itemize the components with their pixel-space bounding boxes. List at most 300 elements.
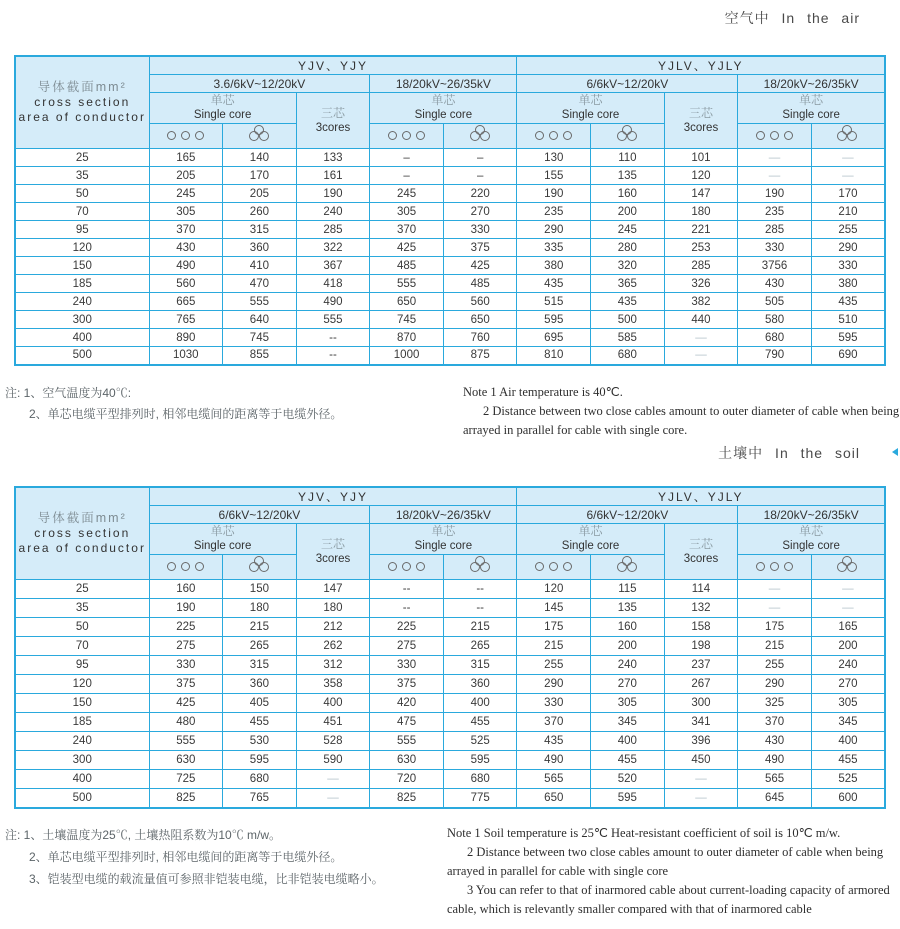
value-cell: — (296, 770, 370, 789)
value-cell: — (296, 789, 370, 808)
value-cell: 455 (591, 751, 665, 770)
value-cell: 245 (370, 185, 444, 203)
value-cell: 490 (149, 257, 223, 275)
size-cell: 185 (15, 275, 149, 293)
value-cell: 430 (149, 239, 223, 257)
value-cell: 400 (443, 694, 517, 713)
value-cell: 580 (738, 311, 812, 329)
value-cell: 775 (443, 789, 517, 808)
single-core-flat-icon (535, 562, 572, 571)
soil-table (14, 486, 886, 809)
value-cell: 305 (149, 203, 223, 221)
value-cell: 215 (443, 618, 517, 637)
value-cell: 114 (664, 580, 738, 599)
value-cell: 425 (370, 239, 444, 257)
value-cell: – (370, 149, 444, 167)
size-cell: 400 (15, 770, 149, 789)
value-cell: 745 (370, 311, 444, 329)
value-cell: 400 (811, 732, 885, 751)
value-cell: 190 (296, 185, 370, 203)
single-core-flat-icon (756, 131, 793, 140)
soil-table-body (15, 580, 885, 808)
value-cell: 565 (517, 770, 591, 789)
air-table-header (15, 56, 885, 149)
arrangement-cell (517, 124, 591, 149)
value-cell: 290 (517, 221, 591, 239)
value-cell: 190 (517, 185, 591, 203)
arrangement-cell (591, 555, 665, 580)
table-row (15, 618, 885, 637)
value-cell: 240 (811, 656, 885, 675)
value-cell: 221 (664, 221, 738, 239)
value-cell: 425 (443, 257, 517, 275)
value-cell: 110 (591, 149, 665, 167)
three-core-zh: 三芯 (320, 105, 345, 120)
group-header-yjv: YJV、YJY (149, 487, 517, 506)
note-line: 2 Distance between two close cables amount to outer diameter of cable when being arrayed in parallel for cable with single core (447, 845, 884, 878)
value-cell: 400 (296, 694, 370, 713)
value-cell: 640 (223, 311, 297, 329)
value-cell: 455 (811, 751, 885, 770)
value-cell: 3756 (738, 257, 812, 275)
value-cell: 120 (664, 167, 738, 185)
value-cell: 330 (370, 656, 444, 675)
value-cell: – (370, 167, 444, 185)
value-cell: 290 (738, 675, 812, 694)
value-cell: 335 (517, 239, 591, 257)
single-core-header: 单芯 Single core (738, 524, 885, 555)
voltage-header: 3.6/6kV~12/20kV (149, 75, 370, 93)
value-cell: 215 (223, 618, 297, 637)
table-row (15, 732, 885, 751)
table-row (15, 675, 885, 694)
value-cell: 680 (738, 329, 812, 347)
value-cell: 435 (517, 732, 591, 751)
value-cell: 360 (223, 239, 297, 257)
value-cell: 158 (664, 618, 738, 637)
value-cell: -- (370, 599, 444, 618)
value-cell: 370 (738, 713, 812, 732)
arrangement-cell (370, 555, 444, 580)
value-cell: 1030 (149, 347, 223, 365)
value-cell: 435 (811, 293, 885, 311)
single-core-trefoil-icon (470, 556, 491, 573)
value-cell: 285 (664, 257, 738, 275)
value-cell: 305 (591, 694, 665, 713)
value-cell: 375 (149, 675, 223, 694)
value-cell: 890 (149, 329, 223, 347)
arrangement-cell (149, 124, 223, 149)
value-cell: 555 (296, 311, 370, 329)
size-cell: 300 (15, 311, 149, 329)
table-row (15, 167, 885, 185)
single-core-trefoil-icon (249, 125, 270, 142)
value-cell: — (738, 149, 812, 167)
value-cell: 255 (517, 656, 591, 675)
single-core-flat-icon (388, 131, 425, 140)
arrangement-cell (223, 124, 297, 149)
value-cell: — (811, 149, 885, 167)
value-cell: 405 (223, 694, 297, 713)
value-cell: 745 (223, 329, 297, 347)
value-cell: 312 (296, 656, 370, 675)
single-core-zh: 单芯 (210, 93, 235, 107)
value-cell: – (443, 167, 517, 185)
value-cell: 370 (149, 221, 223, 239)
value-cell: 725 (149, 770, 223, 789)
value-cell: 135 (591, 167, 665, 185)
size-cell: 95 (15, 656, 149, 675)
value-cell: 210 (811, 203, 885, 221)
value-cell: 150 (223, 580, 297, 599)
arrangement-cell (811, 124, 885, 149)
table-row (15, 656, 885, 675)
air-notes-en (463, 383, 900, 440)
soil-notes (5, 824, 900, 919)
value-cell: 240 (591, 656, 665, 675)
arrangement-cell (149, 555, 223, 580)
value-cell: 198 (664, 637, 738, 656)
value-cell: 290 (517, 675, 591, 694)
single-core-header: 单芯 Single core (517, 93, 664, 124)
three-core-header: 三芯 3cores (296, 524, 370, 580)
value-cell: -- (370, 580, 444, 599)
voltage-header: 18/20kV~26/35kV (738, 506, 885, 524)
soil-notes-zh (5, 824, 447, 919)
value-cell: 215 (738, 637, 812, 656)
value-cell: 180 (223, 599, 297, 618)
value-cell: 825 (370, 789, 444, 808)
value-cell: 315 (443, 656, 517, 675)
value-cell: 305 (370, 203, 444, 221)
voltage-header: 6/6kV~12/20kV (517, 506, 738, 524)
value-cell: 265 (223, 637, 297, 656)
value-cell: 480 (149, 713, 223, 732)
single-core-header: 单芯 Single core (517, 524, 664, 555)
value-cell: 400 (591, 732, 665, 751)
value-cell: 370 (517, 713, 591, 732)
corner-header-cell (15, 56, 149, 149)
value-cell: 630 (370, 751, 444, 770)
size-cell: 70 (15, 203, 149, 221)
group-header-yjlv: YJLV、YJLY (517, 56, 885, 75)
value-cell: 115 (591, 580, 665, 599)
single-core-header (149, 93, 296, 124)
value-cell: 326 (664, 275, 738, 293)
value-cell: 430 (738, 732, 812, 751)
value-cell: 215 (517, 637, 591, 656)
single-core-trefoil-icon (837, 556, 858, 573)
value-cell: 425 (149, 694, 223, 713)
value-cell: — (664, 770, 738, 789)
corner-header-cell: 导体截面mm² cross section area of conductor (15, 487, 149, 580)
value-cell: 525 (443, 732, 517, 751)
value-cell: 595 (443, 751, 517, 770)
value-cell: 200 (811, 637, 885, 656)
air-table (14, 55, 886, 366)
value-cell: — (738, 599, 812, 618)
air-notes-zh (5, 383, 463, 440)
value-cell: 475 (370, 713, 444, 732)
corner-en-label-2: area of conductor (18, 110, 146, 124)
value-cell: 365 (591, 275, 665, 293)
arrangement-cell (443, 555, 517, 580)
value-cell: 285 (296, 221, 370, 239)
value-cell: 555 (370, 275, 444, 293)
size-cell: 35 (15, 167, 149, 185)
cyan-artifact-mark (892, 448, 898, 456)
value-cell: — (664, 789, 738, 808)
three-core-header: 三芯 3cores (664, 524, 738, 580)
value-cell: 695 (517, 329, 591, 347)
value-cell: 555 (149, 732, 223, 751)
value-cell: — (738, 580, 812, 599)
table-row (15, 221, 885, 239)
value-cell: 420 (370, 694, 444, 713)
value-cell: 101 (664, 149, 738, 167)
value-cell: 130 (517, 149, 591, 167)
arrangement-cell (370, 124, 444, 149)
single-core-flat-icon (388, 562, 425, 571)
single-core-trefoil-icon (837, 125, 858, 142)
value-cell: 260 (223, 203, 297, 221)
value-cell: 305 (811, 694, 885, 713)
value-cell: 380 (517, 257, 591, 275)
value-cell: — (811, 167, 885, 185)
value-cell: 560 (443, 293, 517, 311)
single-core-trefoil-icon (249, 556, 270, 573)
value-cell: 345 (811, 713, 885, 732)
value-cell: 360 (443, 675, 517, 694)
value-cell: 270 (443, 203, 517, 221)
single-core-flat-icon (535, 131, 572, 140)
value-cell: 375 (370, 675, 444, 694)
corner-zh-label: 导体截面mm² (37, 80, 127, 94)
value-cell: 375 (443, 239, 517, 257)
table-row (15, 751, 885, 770)
value-cell: — (811, 580, 885, 599)
value-cell: 410 (223, 257, 297, 275)
value-cell: 520 (591, 770, 665, 789)
value-cell: 160 (591, 618, 665, 637)
value-cell: 490 (517, 751, 591, 770)
air-table-body (15, 149, 885, 365)
value-cell: 205 (149, 167, 223, 185)
three-core-en: 3cores (315, 121, 351, 134)
value-cell: 200 (591, 203, 665, 221)
table-row (15, 789, 885, 808)
size-cell: 50 (15, 185, 149, 203)
single-core-en: Single core (193, 109, 252, 121)
table-row (15, 347, 885, 365)
table-row (15, 275, 885, 293)
value-cell: 190 (738, 185, 812, 203)
note-line: 3、铠装型电缆的载流量值可参照非铠装电缆，比非铠装电缆略小。 (29, 872, 384, 886)
value-cell: — (738, 167, 812, 185)
corner-en-label-1: cross section (34, 95, 131, 109)
value-cell: 510 (811, 311, 885, 329)
value-cell: 280 (591, 239, 665, 257)
value-cell: -- (443, 580, 517, 599)
value-cell: 262 (296, 637, 370, 656)
value-cell: 275 (370, 637, 444, 656)
single-core-trefoil-icon (617, 556, 638, 573)
size-cell: 35 (15, 599, 149, 618)
value-cell: 790 (738, 347, 812, 365)
value-cell: 120 (517, 580, 591, 599)
value-cell: 455 (443, 713, 517, 732)
note-line: Note 1 Air temperature is 40℃. (463, 385, 623, 399)
value-cell: 245 (149, 185, 223, 203)
size-cell: 25 (15, 580, 149, 599)
size-cell: 300 (15, 751, 149, 770)
value-cell: 600 (811, 789, 885, 808)
size-cell: 120 (15, 675, 149, 694)
value-cell: 161 (296, 167, 370, 185)
value-cell: 360 (223, 675, 297, 694)
value-cell: 145 (517, 599, 591, 618)
table-row (15, 694, 885, 713)
value-cell: 320 (591, 257, 665, 275)
value-cell: 245 (591, 221, 665, 239)
value-cell: 135 (591, 599, 665, 618)
size-cell: 95 (15, 221, 149, 239)
value-cell: 367 (296, 257, 370, 275)
value-cell: 265 (443, 637, 517, 656)
value-cell: 650 (517, 789, 591, 808)
value-cell: — (664, 347, 738, 365)
note-line: 2 Distance between two close cables amount to outer diameter of cable when being arrayed in parallel for cable with single core. (463, 404, 900, 437)
value-cell: 485 (443, 275, 517, 293)
size-cell: 185 (15, 713, 149, 732)
value-cell: 1000 (370, 347, 444, 365)
value-cell: 525 (811, 770, 885, 789)
note-line: 注: 1、空气温度为40℃: (5, 386, 132, 400)
size-cell: 240 (15, 293, 149, 311)
voltage-header: 18/20kV~26/35kV (370, 506, 517, 524)
value-cell: -- (296, 329, 370, 347)
value-cell: 645 (738, 789, 812, 808)
value-cell: 190 (149, 599, 223, 618)
single-core-header: 单芯 Single core (738, 93, 885, 124)
value-cell: 680 (223, 770, 297, 789)
value-cell: 225 (370, 618, 444, 637)
value-cell: 170 (811, 185, 885, 203)
value-cell: 370 (370, 221, 444, 239)
value-cell: 270 (591, 675, 665, 694)
value-cell: 165 (811, 618, 885, 637)
value-cell: 330 (517, 694, 591, 713)
size-cell: 50 (15, 618, 149, 637)
value-cell: 855 (223, 347, 297, 365)
single-core-header: 单芯 Single core (149, 524, 296, 555)
size-cell: 400 (15, 329, 149, 347)
value-cell: 595 (517, 311, 591, 329)
table-row (15, 257, 885, 275)
value-cell: 825 (149, 789, 223, 808)
value-cell: 690 (811, 347, 885, 365)
value-cell: 270 (811, 675, 885, 694)
value-cell: 237 (664, 656, 738, 675)
value-cell: 418 (296, 275, 370, 293)
value-cell: 595 (223, 751, 297, 770)
value-cell: 290 (811, 239, 885, 257)
voltage-header: 6/6kV~12/20kV (149, 506, 370, 524)
single-core-trefoil-icon (470, 125, 491, 142)
table-row (15, 770, 885, 789)
arrangement-cell (591, 124, 665, 149)
group-header-yjv: YJV、YJY (149, 56, 517, 75)
size-cell: 150 (15, 694, 149, 713)
value-cell: 255 (811, 221, 885, 239)
value-cell: 470 (223, 275, 297, 293)
soil-table-header (15, 487, 885, 580)
value-cell: 341 (664, 713, 738, 732)
single-core-flat-icon (167, 131, 204, 140)
value-cell: -- (296, 347, 370, 365)
note-line: 2、单芯电缆平型排列时, 相邻电缆间的距离等于电缆外径。 (29, 850, 343, 864)
value-cell: 530 (223, 732, 297, 751)
table-row (15, 149, 885, 167)
table-row (15, 311, 885, 329)
arrangement-cell (811, 555, 885, 580)
value-cell: 650 (370, 293, 444, 311)
size-cell: 500 (15, 347, 149, 365)
soil-section-heading: 土壤中 In the soil (718, 445, 860, 461)
arrangement-cell (223, 555, 297, 580)
value-cell: 765 (149, 311, 223, 329)
value-cell: 396 (664, 732, 738, 751)
single-core-trefoil-icon (617, 125, 638, 142)
value-cell: 155 (517, 167, 591, 185)
size-cell: 240 (15, 732, 149, 751)
value-cell: 345 (591, 713, 665, 732)
value-cell: – (443, 149, 517, 167)
single-core-header: 单芯 Single core (370, 93, 517, 124)
single-core-flat-icon (756, 562, 793, 571)
value-cell: 382 (664, 293, 738, 311)
value-cell: 212 (296, 618, 370, 637)
value-cell: 435 (517, 275, 591, 293)
value-cell: 235 (738, 203, 812, 221)
value-cell: 595 (591, 789, 665, 808)
value-cell: 175 (738, 618, 812, 637)
value-cell: 255 (738, 656, 812, 675)
value-cell: -- (443, 599, 517, 618)
value-cell: 665 (149, 293, 223, 311)
table-row (15, 203, 885, 221)
value-cell: 440 (664, 311, 738, 329)
value-cell: 435 (591, 293, 665, 311)
note-line: 2、单芯电缆平型排列时, 相邻电缆间的距离等于电缆外径。 (29, 407, 343, 421)
value-cell: 325 (738, 694, 812, 713)
value-cell: 630 (149, 751, 223, 770)
value-cell: 180 (296, 599, 370, 618)
value-cell: 450 (664, 751, 738, 770)
value-cell: 235 (517, 203, 591, 221)
note-line: Note 1 Soil temperature is 25℃ Heat-resistant coefficient of soil is 10℃ m/w. (447, 826, 841, 840)
voltage-header: 18/20kV~26/35kV (370, 75, 517, 93)
value-cell: 315 (223, 656, 297, 675)
table-row (15, 293, 885, 311)
value-cell: 555 (223, 293, 297, 311)
value-cell: 330 (738, 239, 812, 257)
value-cell: 430 (738, 275, 812, 293)
value-cell: 175 (517, 618, 591, 637)
size-cell: 150 (15, 257, 149, 275)
value-cell: 160 (591, 185, 665, 203)
value-cell: 315 (223, 221, 297, 239)
